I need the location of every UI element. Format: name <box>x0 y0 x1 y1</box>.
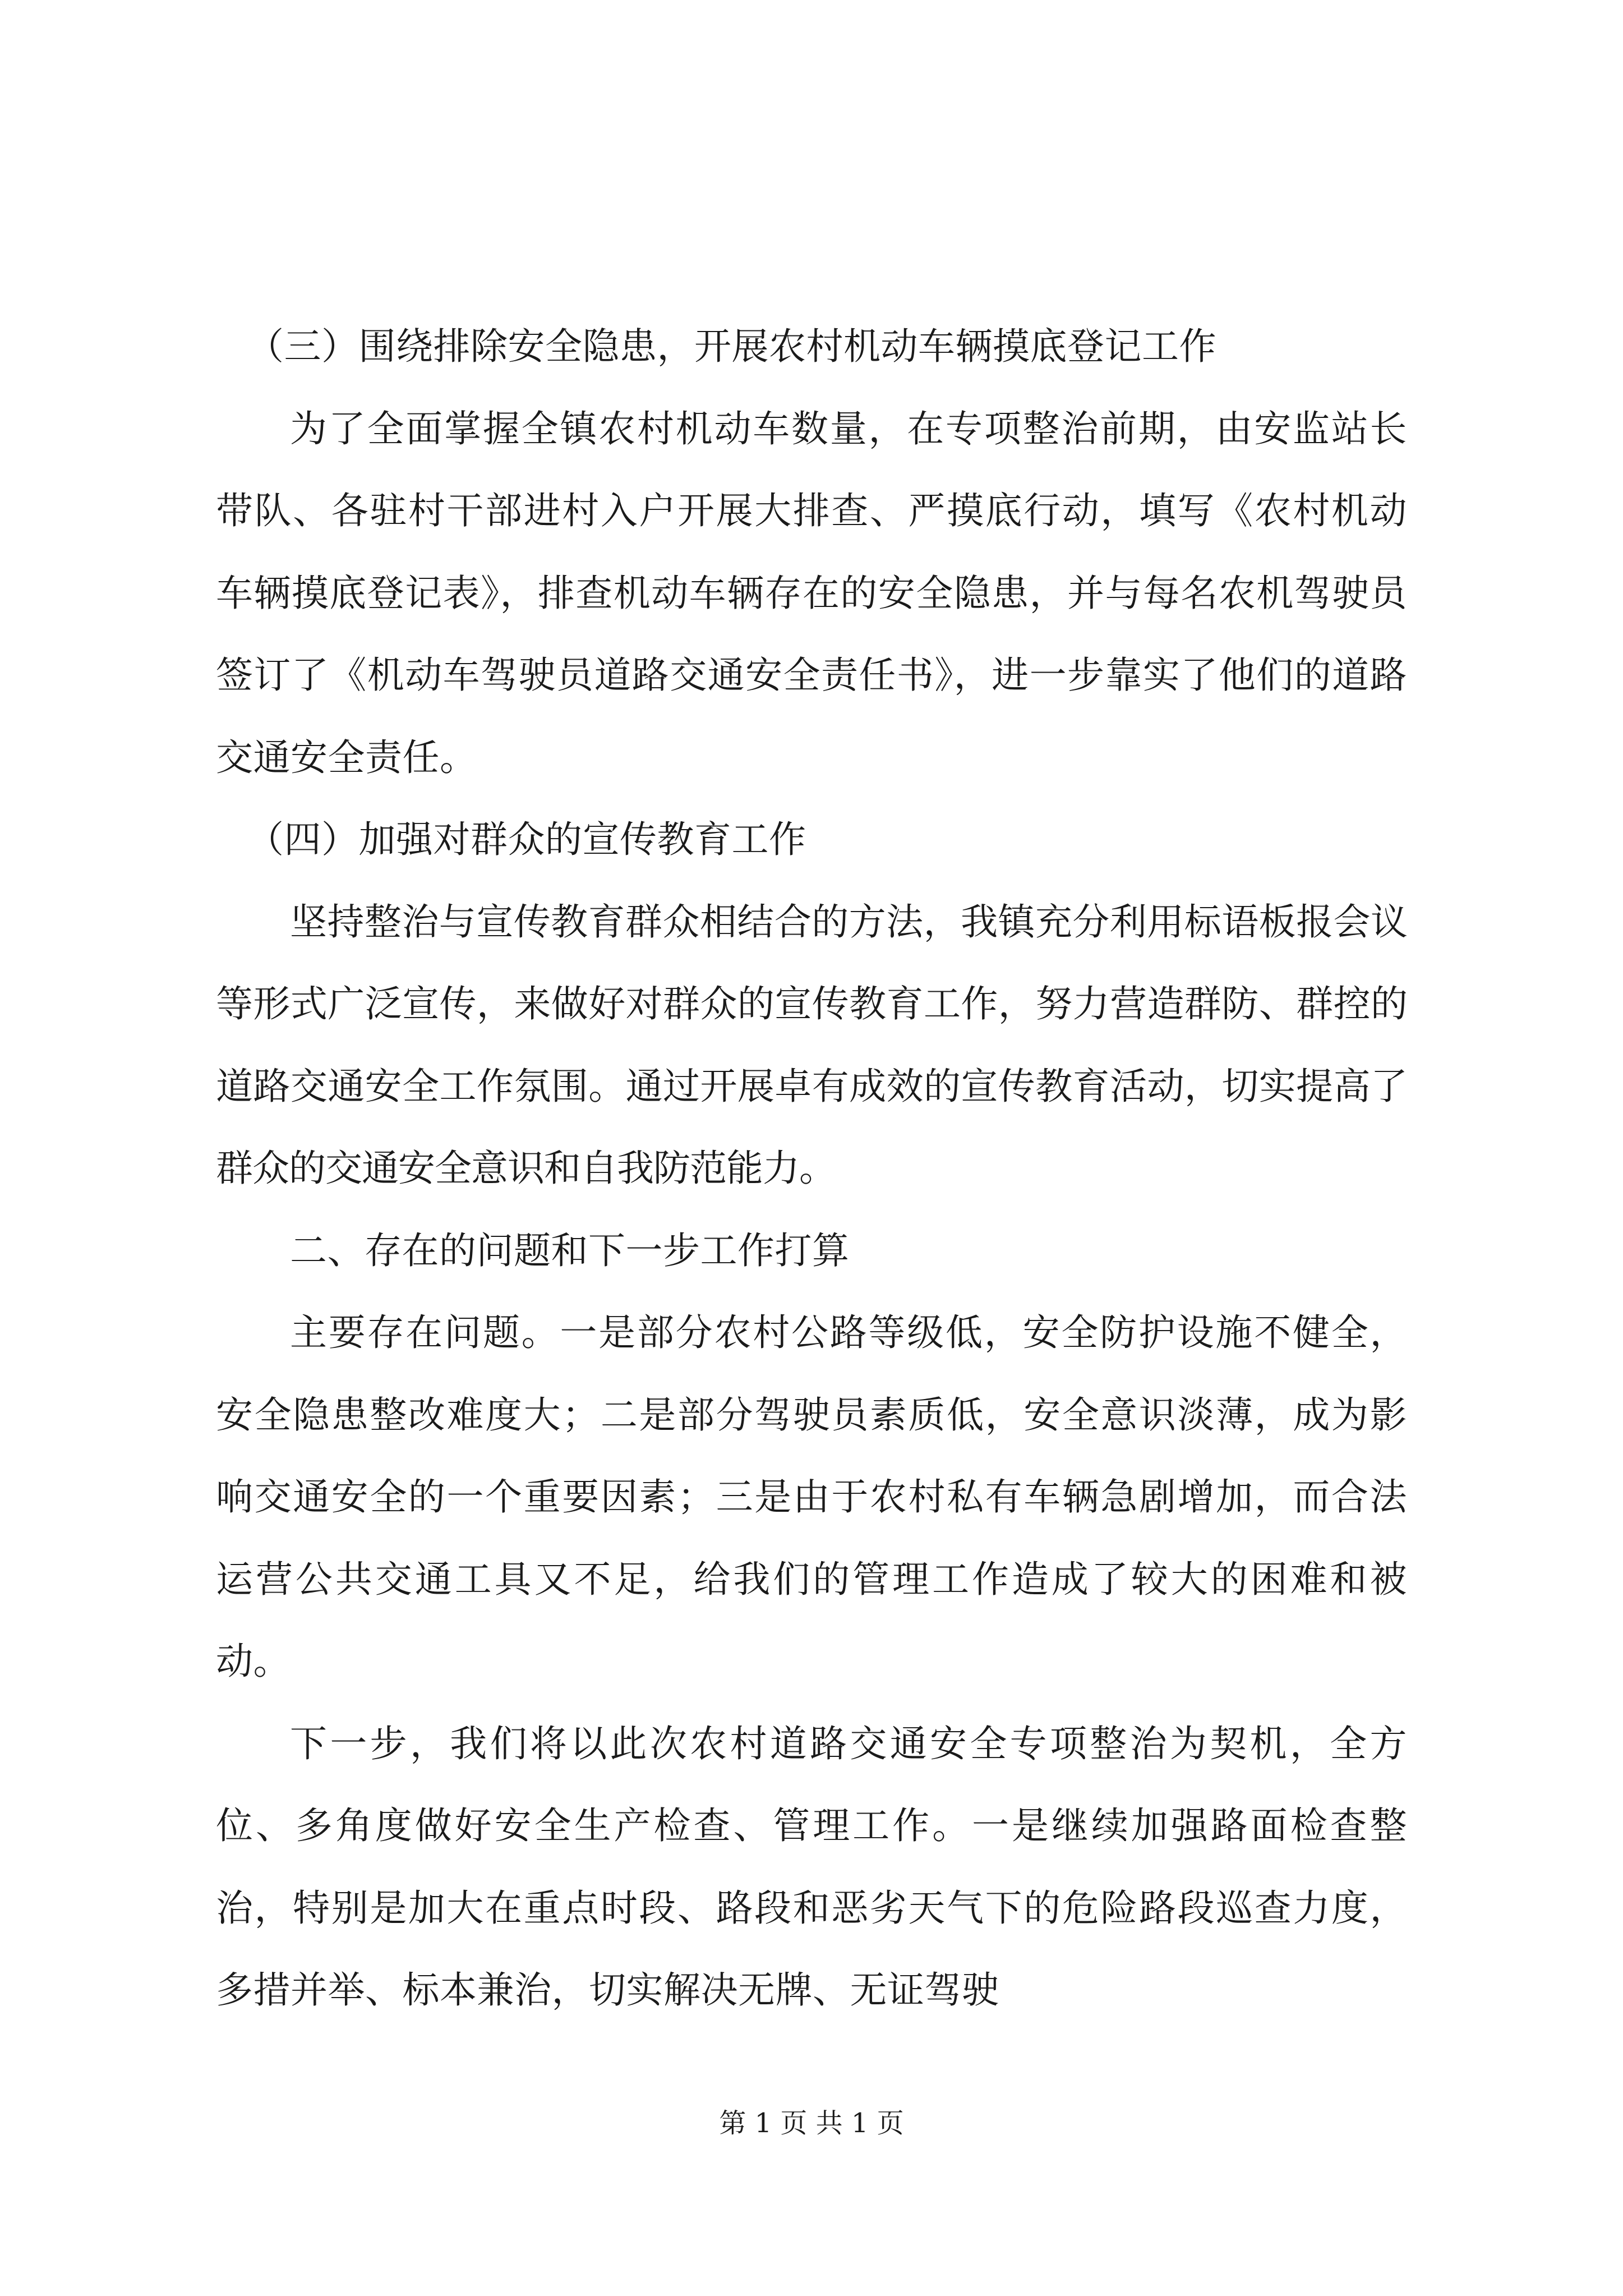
page-number-indicator: 第 1 页 共 1 页 <box>719 2108 904 2139</box>
document-body <box>216 306 1407 2032</box>
section-heading-problems: 二、存在的问题和下一步工作打算 <box>290 1228 850 1272</box>
section-heading-three: （三）围绕排除安全隐患，开展农村机动车辆摸底登记工作 <box>247 325 1216 368</box>
paragraph-publicity-education: 坚持整治与宣传教育群众相结合的方法，我镇充分利用标语板报会议等形式广泛宣传，来做好对群众的宣传教育工作，努力营造群防、群控的道路交通安全工作氛围。通过开展卓有成效的宣传教育活动，切实提高了群众的交通安全意识和自我防范能力。 <box>216 900 1407 1190</box>
section-heading-four: （四）加强对群众的宣传教育工作 <box>247 818 806 861</box>
page-footer <box>0 2106 1623 2140</box>
paragraph-next-steps: 下一步，我们将以此次农村道路交通安全专项整治为契机，全方位、多角度做好安全生产检查、管理工作。一是继续加强路面检查整治，特别是加大在重点时段、路段和恶劣天气下的危险路段巡查力度，多措并举、标本兼治，切实解决无牌、无证驾驶 <box>216 1722 1407 2012</box>
paragraph-vehicle-registration: 为了全面掌握全镇农村机动车数量，在专项整治前期，由安监站长带队、各驻村干部进村入户开展大排查、严摸底行动，填写《农村机动车辆摸底登记表》，排查机动车辆存在的安全隐患，并与每名农机驾驶员签订了《机动车驾驶员道路交通安全责任书》，进一步靠实了他们的道路交通安全责任。 <box>216 407 1407 779</box>
paragraph-main-problems: 主要存在问题。一是部分农村公路等级低，安全防护设施不健全，安全隐患整改难度大；二是部分驾驶员素质低，安全意识淡薄，成为影响交通安全的一个重要因素；三是由于农村私有车辆急剧增加，而合法运营公共交通工具又不足，给我们的管理工作造成了较大的困难和被动。 <box>216 1311 1407 1683</box>
